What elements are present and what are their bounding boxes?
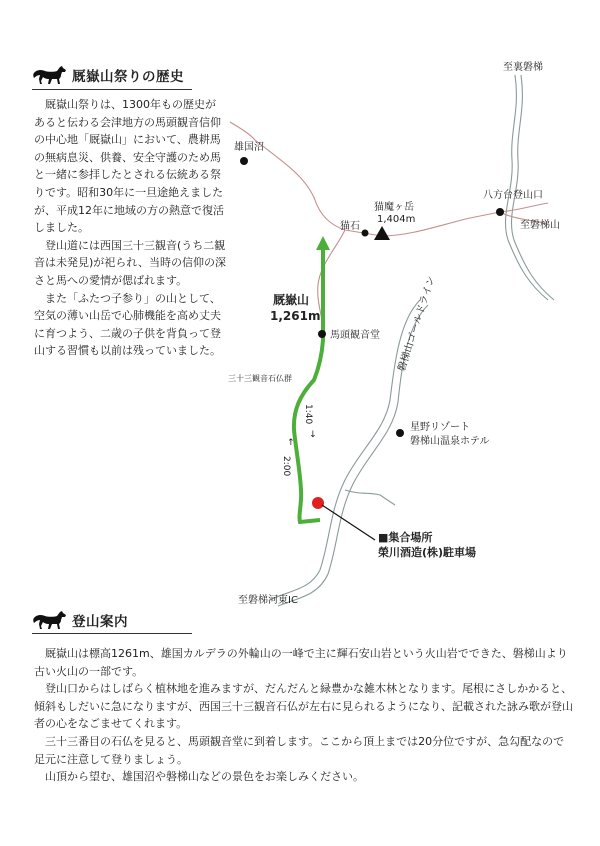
label-hoshino-1: 星野リゾート [410, 422, 470, 433]
label-sanjusan-kannon: 三十三観音石仏群 [228, 374, 292, 383]
river-east [506, 75, 548, 300]
guide-paragraph-4: 山頂から望む、雄国沼や磐梯山などの景色をお楽しみください。 [45, 770, 364, 784]
guide-paragraph-3: 三十三番目の石仏を見ると、馬頭観音堂に到着します。ここから頂上までは20分位ですが、急勾配なので足元に注意して登りましょう。 [34, 734, 565, 766]
label-to-bandai-north: 至磐梯山 [520, 220, 560, 231]
hoshino-resort-dot [396, 429, 404, 437]
bato-kannondo-dot [318, 330, 326, 338]
peak-triangle-icon [374, 226, 390, 240]
meeting-point-marker [312, 497, 324, 509]
label-gold-line: 磐梯山ゴールドライン [396, 274, 438, 373]
history-paragraph-2: 登山道には西国三十三観音(うち二観音は未発見)が祀られ、当時の信仰の深さと馬への愛情が偲ばれます。 [34, 238, 226, 287]
guide-heading [32, 609, 128, 631]
river-branch [345, 490, 395, 505]
hiking-route [294, 248, 323, 522]
nekoishi-dot [362, 230, 369, 237]
label-yuguni-numa: 雄国沼 [234, 142, 264, 153]
label-arrow-up: ← [285, 438, 295, 446]
guide-text [34, 645, 574, 786]
label-meeting-place: 榮川酒造(株)駐車場 [378, 546, 477, 559]
guide-paragraph-1: 厩嶽山は標高1261m、雄国カルデラの外輪山の一峰で主に輝石安山岩という火山岩でできた、磐梯山より古い火山の一部です。 [34, 647, 568, 678]
label-summit-name: 厩嶽山 [273, 293, 310, 307]
happo-tozanguchi-dot [496, 208, 504, 216]
river-east-2 [512, 75, 554, 300]
label-arrow-down: → [307, 430, 317, 438]
history-paragraph-3: また「ふたつ子参り」の山として、空気の薄い山岳で心肺機能を高め丈夫に育つよう、二歳の子供を背負って登山する習慣も以前は残っていました。 [34, 291, 221, 358]
history-paragraph-1: 厩嶽山祭りは、1300年もの歴史があると伝わる会津地方の馬頭観音信仰の中心地「厩嶽山」において、農耕馬の無病息災、供養、安全守護のため馬と一緒に参拝したとされる伝統ある祭りです。昭和30年に一旦途絶えましたが、平成12年に地域の方の熱意で復活しました。 [34, 98, 224, 235]
label-time-down: 2:00 [281, 456, 291, 477]
label-bato-kannondo: 馬頭観音堂 [330, 330, 380, 341]
guide-heading-rule [32, 633, 192, 634]
road-lines [230, 122, 548, 340]
label-happo-tozanguchi: 八方台登山口 [483, 190, 543, 201]
label-time-up: 1:40 [303, 404, 313, 425]
horse-icon [32, 609, 68, 631]
guide-title: 登山案内 [72, 614, 128, 630]
road-nw [230, 122, 255, 140]
label-nekoma-dake: 猫魔ヶ岳 [374, 202, 414, 213]
yuguni-numa-dot [240, 157, 248, 165]
label-nekoma-elev: 1,404m [377, 214, 416, 225]
label-meeting-title: ■集合場所 [378, 531, 433, 544]
label-ura-bandai: 至裏磐梯 [503, 62, 543, 73]
label-summit-elev: 1,261m [270, 309, 321, 323]
label-hoshino-2: 磐梯山温泉ホテル [410, 436, 490, 447]
meeting-leader-line [322, 505, 375, 540]
guide-paragraph-2: 登山口からはしばらく植林地を進みますが、だんだんと緑豊かな雑木林となります。尾根にさしかかると、傾斜もしだいに急になりますが、西国三十三観音石仏が左右に見られるようになり、記載された詠み歌が登山者の心をなごませてくれます。 [34, 682, 573, 731]
label-kawahigashi-ic: 至磐梯河東IC [238, 595, 298, 606]
summit-arrow-icon [316, 236, 330, 250]
label-nekoishi: 猫石 [340, 221, 360, 232]
history-title: 厩嶽山祭りの歴史 [72, 69, 184, 85]
